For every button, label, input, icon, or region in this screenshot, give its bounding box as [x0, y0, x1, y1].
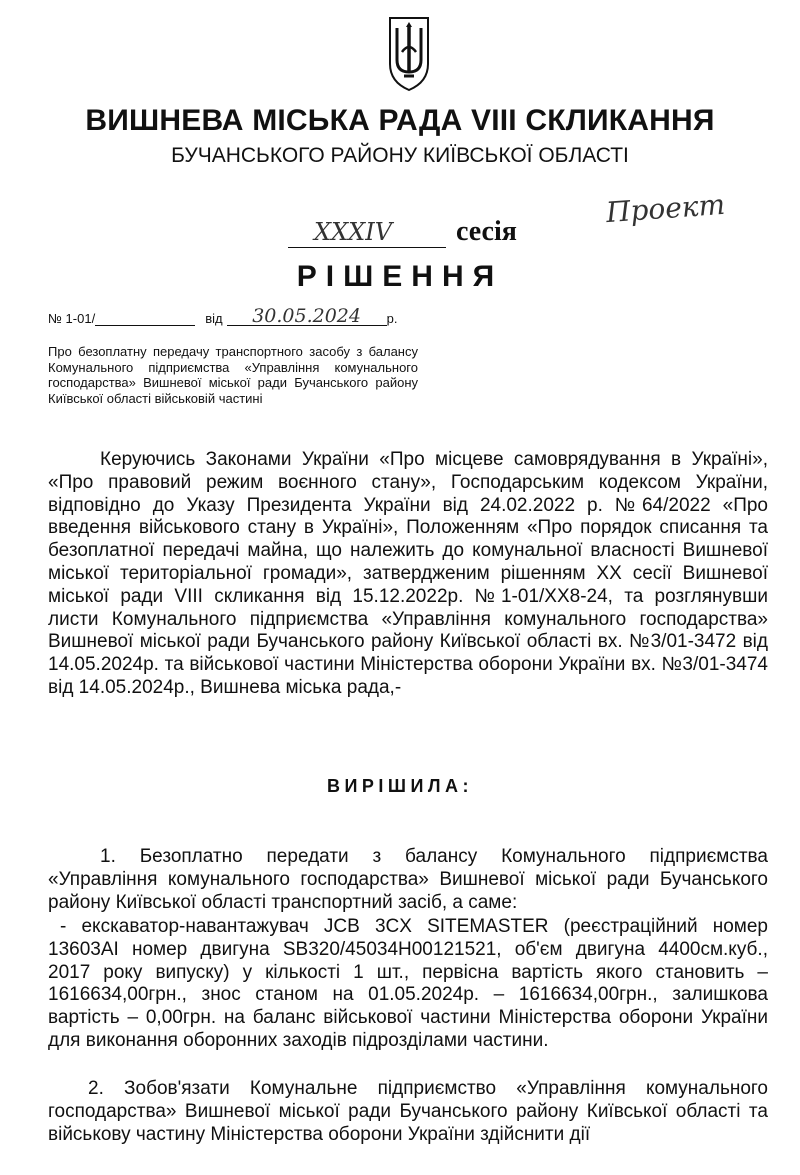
session-number: XXXIV: [288, 212, 446, 248]
session-line: [288, 212, 517, 248]
decision-date: 30.05.2024: [227, 307, 387, 326]
point-1: 1. Безоплатно передати з балансу Комунального підприємства «Управління комунального господарства» Вишневої міської ради Бучанського району Київської області транспортний засіб, а саме:: [48, 846, 768, 913]
session-word: сесія: [456, 216, 517, 247]
date-suffix: р.: [386, 311, 398, 326]
decision-subject: Про безоплатну передачу транспортного засобу з балансу Комунального підприємства «Управління комунального господарства» Вишневої міської ради Бучанського району Київської області військовій частині: [48, 344, 418, 406]
resolved-heading: ВИРІШИЛА:: [326, 776, 474, 796]
point-1-item: - екскаватор-навантажувач JCB 3CX SITEMASTER (реєстраційний номер 13603АІ номер двигуна SB320/45034H00121521, об'єм двигуна 4400см.куб., 2017 року випуску) у кількості 1 шт., первісна вартість якого становить – 1616634,00грн., знос станом на 01.05.2024р. – 1616634,00грн., залишкова вартість – 0,00грн. на баланс військової частини Міністерства оборони України для виконання оборонних заходів підрозділами частини.: [48, 916, 768, 1051]
number-prefix: № 1-01/: [48, 311, 96, 326]
preamble-paragraph: Керуючись Законами України «Про місцеве самоврядування в Україні», «Про правовий режим воєнного стану», Господарським кодексом України, відповідно до Указу Президента України від 24.02.2022 р. №64/2022 «Про введення військового стану в Україні», Положенням «Про порядок списання та безоплатної передачі майна, що належить до комунальної власності Вишневої міської територіальної громади», затвердженим рішенням XX сесії Вишневої міської ради VIII скликання від 15.12.2022р. №1-01/XX8-24, та розглянувши листи Комунального підприємства «Управління комунального господарства» Вишневої міської ради Бучанського району Київської області вх. №3/01-3472 від 14.05.2024р. та військової частини Міністерства оборони України вх. №3/01-3474 від 14.05.2024р., Вишнева міська рада,-: [48, 449, 768, 698]
decision-number-line: [48, 307, 397, 326]
council-subtitle: БУЧАНСЬКОГО РАЙОНУ КИЇВСЬКОЇ ОБЛАСТІ: [171, 144, 629, 167]
date-label: від: [205, 311, 223, 326]
point-2: 2. Зобов'язати Комунальне підприємство «Управління комунального господарства» Вишневої міської ради Бучанського району Київської області та військову частину Міністерства оборони України здійснити дії: [48, 1078, 768, 1145]
council-title: ВИШНЕВА МІСЬКА РАДА VIII СКЛИКАННЯ: [85, 104, 715, 137]
decision-title: РІШЕННЯ: [296, 260, 504, 293]
number-blank: [95, 311, 195, 326]
trident-coat-of-arms-icon: [384, 12, 434, 92]
draft-mark: Проект: [604, 187, 727, 230]
